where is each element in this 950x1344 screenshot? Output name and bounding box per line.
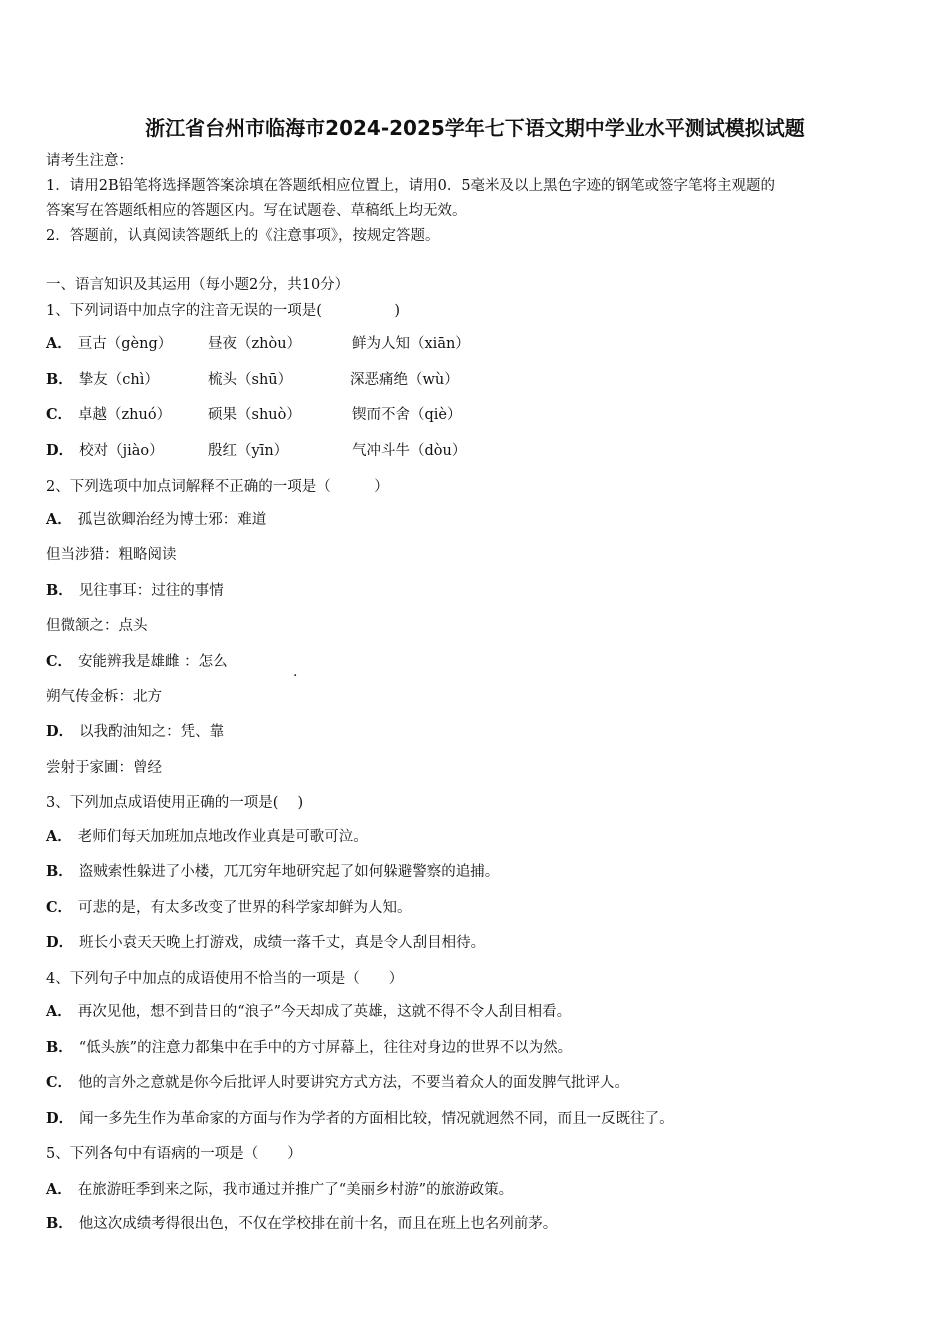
option-d: D． 班长小袁天天晚上打游戏，成绩一落千丈，真是令人刮目相待。 <box>46 934 486 951</box>
option-b-pair: 但微颔之：点头 <box>46 618 148 634</box>
notice-item-1-line-2: 答案写在答题纸相应的答题区内。写在试题卷、草稿纸上均无效。 <box>46 203 467 219</box>
option-d-pair: 尝射于家圃：曾经 <box>46 760 162 776</box>
option-word: 昼夜（zhòu） <box>208 336 302 352</box>
option-label: A． 亘古（gèng） <box>46 335 173 352</box>
section-heading: 一、语言知识及其运用（每小题2分，共10分） <box>46 277 350 293</box>
option-label: C． 卓越（zhuó） <box>46 406 172 423</box>
option-word: 鲜为人知（xiān） <box>352 336 470 352</box>
option-word: 殷红（yīn） <box>208 443 289 459</box>
option-c: C． 可悲的是，有太多改变了世界的科学家却鲜为人知。 <box>46 899 412 916</box>
question-stem: 3、下列加点成语使用正确的一项是( ) <box>46 795 304 811</box>
option-label: B． 挚友（chì） <box>46 371 159 388</box>
option-b: B． 见往事耳：过往的事情 <box>46 582 224 599</box>
option-a: A． 孤岂欲卿治经为博士邪：难道 <box>46 511 267 528</box>
option-c: C． 安能辨我是雄雌 ：怎么 <box>46 653 228 670</box>
page-title: 浙江省台州市临海市2024-2025学年七下语文期中学业水平测试模拟试题 <box>145 116 805 140</box>
question-stem: 5、下列各句中有语病的一项是（ ） <box>46 1146 302 1162</box>
option-label: D． 校对（jiào） <box>46 442 164 459</box>
option-b: B． “低头族”的注意力都集中在手中的方寸屏幕上，往往对身边的世界不以为然。 <box>46 1039 573 1056</box>
question-stem: 4、下列句子中加点的成语使用不恰当的一项是（ ） <box>46 971 404 987</box>
option-a: A． 老师们每天加班加点地改作业真是可歌可泣。 <box>46 828 368 845</box>
option-a: A． 在旅游旺季到来之际，我市通过并推广了“美丽乡村游”的旅游政策。 <box>46 1181 514 1198</box>
question-stem: 2、下列选项中加点词解释不正确的一项是（ ） <box>46 479 389 495</box>
notice-heading: 请考生注意： <box>46 153 133 169</box>
option-word: 气冲斗牛（dòu） <box>352 443 467 459</box>
option-b: B． 盗贼索性躲进了小楼，兀兀穷年地研究起了如何躲避警察的追捕。 <box>46 863 500 880</box>
question-stem: 1、下列词语中加点字的注音无误的一项是( ) <box>46 303 401 319</box>
option-a-pair: 但当涉猎：粗略阅读 <box>46 547 177 563</box>
notice-item-2: 2．答题前，认真阅读答题纸上的《注意事项》，按规定答题。 <box>46 228 440 244</box>
option-d: D． 以我酌油知之：凭、靠 <box>46 723 225 740</box>
stray-dot: . <box>293 664 298 680</box>
option-c: C． 他的言外之意就是你今后批评人时要讲究方式方法，不要当着众人的面发脾气批评人。 <box>46 1074 630 1091</box>
option-c-pair: 朔气传金柝：北方 <box>46 689 162 705</box>
option-word: 锲而不舍（qiè） <box>352 407 462 423</box>
notice-item-1-line-1: 1．请用2B铅笔将选择题答案涂填在答题纸相应位置上，请用0．5毫米及以上黑色字迹的钢笔或签字笔将主观题的 <box>46 178 776 194</box>
option-word: 深恶痛绝（wù） <box>350 372 459 388</box>
option-d: D． 闻一多先生作为革命家的方面与作为学者的方面相比较，情况就迥然不同，而且一反既往了。 <box>46 1110 674 1127</box>
option-a: A． 再次见他，想不到昔日的“浪子”今天却成了英雄，这就不得不令人刮目相看。 <box>46 1003 572 1020</box>
option-b: B． 他这次成绩考得很出色，不仅在学校排在前十名，而且在班上也名列前茅。 <box>46 1215 558 1232</box>
option-word: 梳头（shū） <box>208 372 293 388</box>
option-word: 硕果（shuò） <box>208 407 301 423</box>
